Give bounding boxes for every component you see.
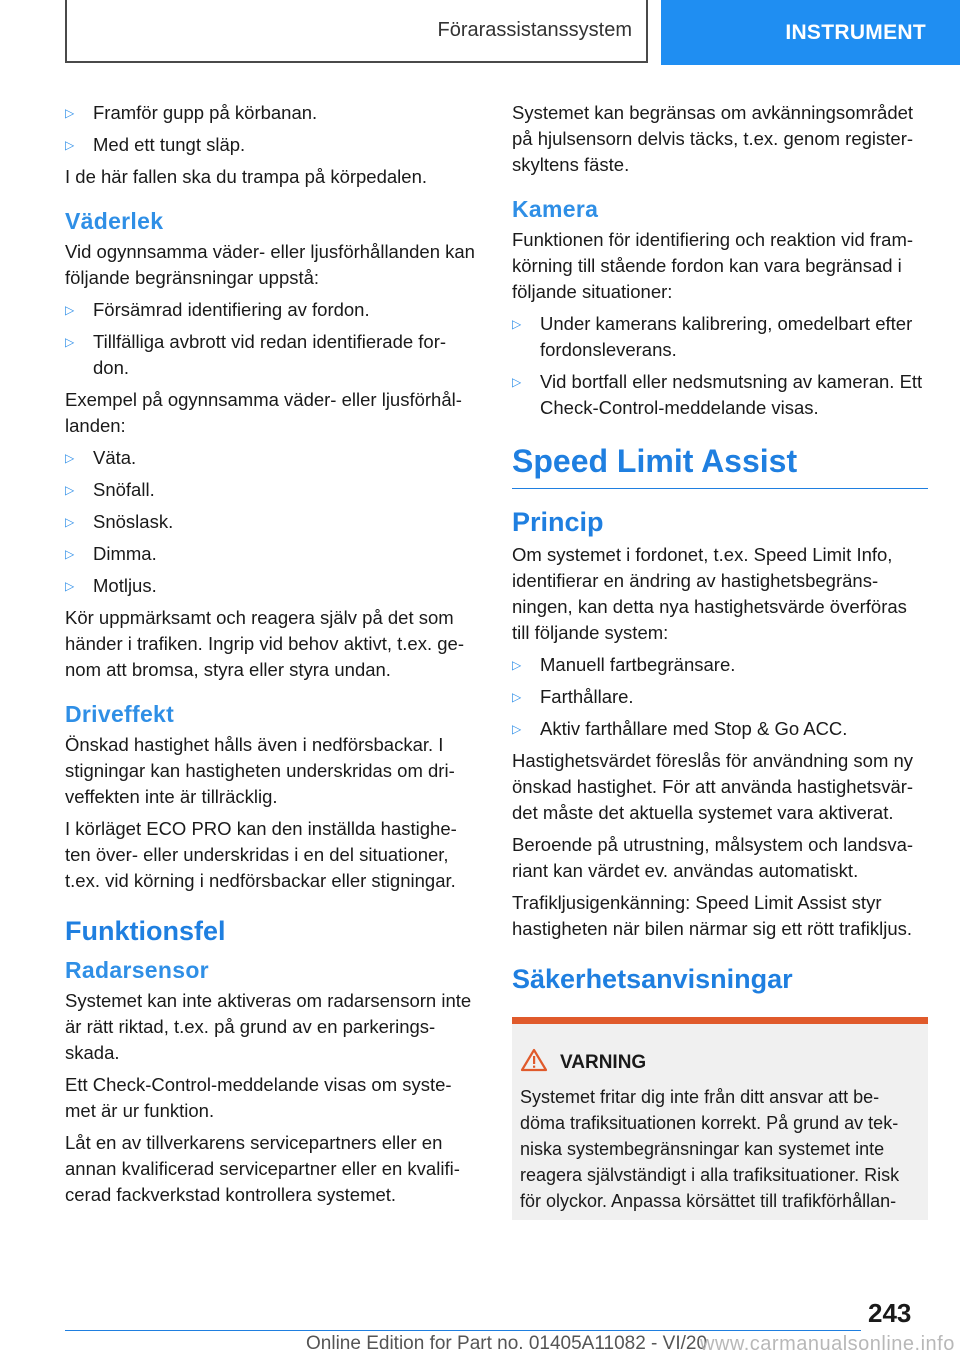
list-item: ▷ Farthållare. — [512, 684, 928, 710]
header-chapter-tab[interactable] — [661, 0, 960, 65]
list-item: ▷ Tillfälliga avbrott vid redan identifierade for-don. — [65, 329, 477, 381]
paragraph: Beroende på utrustning, målsystem och landsva-riant kan värdet ev. användas automatiskt. — [512, 834, 914, 881]
paragraph: Om systemet i fordonet, t.ex. Speed Limit Info, identifierar en ändring av hastighetsbegräns-ningen, kan detta nya hastighetsvärde överföras till följande system: — [512, 544, 907, 643]
paragraph: Systemet kan begränsas om avkänningsområdet på hjulsensorn delvis täcks, t.ex. genom register-skyltens fäste. — [512, 102, 914, 175]
footer-divider — [65, 1330, 861, 1331]
warning-label: VARNING — [560, 1052, 647, 1073]
section-heading: Princip — [512, 507, 604, 537]
paragraph: Kör uppmärksamt och reagera själv på det som händer i trafiken. Ingrip vid behov aktivt, t.ex. ge-nom att bromsa, styra eller styra undan. — [65, 607, 464, 680]
paragraph: Hastighetsvärdet föreslås för användning som ny önskad hastighet. För att använda hastighetsvär-det måste det aktuella systemet vara aktiverat. — [512, 750, 914, 823]
warning-box — [512, 1017, 928, 1220]
warning-title — [520, 1048, 920, 1078]
chapter-title: Speed Limit Assist — [512, 443, 928, 489]
list-item: ▷ Framför gupp på körbanan. — [65, 100, 477, 126]
triangle-bullet-icon: ▷ — [512, 690, 522, 704]
triangle-bullet-icon: ▷ — [65, 515, 75, 529]
list-item: ▷ Försämrad identifiering av fordon. — [65, 297, 477, 323]
footer-edition: Online Edition for Part no. 01405A11082 - VI/20 — [306, 1333, 708, 1354]
section-heading: Driveffekt — [65, 701, 175, 727]
section-heading: Funktionsfel — [65, 916, 226, 946]
warning-text: Systemet fritar dig inte från ditt ansvar att be-döma trafiksituationen korrekt. På grund av tek-niska systembegränsningar kan systemet inte reagera självständigt i alla trafiksituationer. Risk för olyckor. Anpassa körsättet till trafikförhållan- — [520, 1087, 900, 1211]
header-section-title: Förarassistanssystem — [437, 19, 632, 41]
triangle-bullet-icon: ▷ — [65, 138, 75, 152]
triangle-bullet-icon: ▷ — [65, 335, 75, 349]
section-heading: Väderlek — [65, 208, 164, 234]
section-heading: Kamera — [512, 196, 599, 222]
warning-triangle-icon — [520, 1048, 560, 1078]
paragraph: I de här fallen ska du trampa på körpedalen. — [65, 166, 428, 187]
triangle-bullet-icon: ▷ — [512, 375, 522, 389]
list-item: ▷ Väta. — [65, 445, 477, 471]
triangle-bullet-icon: ▷ — [65, 106, 75, 120]
list-item: ▷ Snöfall. — [65, 477, 477, 503]
list-item: ▷ Med ett tungt släp. — [65, 132, 477, 158]
list-item: ▷ Under kamerans kalibrering, omedelbart efter fordonsleverans. — [512, 311, 928, 363]
list-item: ▷ Snöslask. — [65, 509, 477, 535]
paragraph: I körläget ECO PRO kan den inställda hastighe-ten över- eller underskridas i en del situationer, t.ex. vid körning i nedförsbackar eller stigningar. — [65, 818, 457, 891]
triangle-bullet-icon: ▷ — [65, 451, 75, 465]
paragraph: Vid ogynnsamma väder- eller ljusförhållanden kan följande begränsningar uppstå: — [65, 241, 475, 288]
triangle-bullet-icon: ▷ — [65, 579, 75, 593]
section-heading: Säkerhetsanvisningar — [512, 964, 793, 994]
list-item: ▷ Motljus. — [65, 573, 477, 599]
paragraph: Önskad hastighet hålls även i nedförsbackar. I stigningar kan hastigheten underskridas om dri-veffekten inte är tillräcklig. — [65, 734, 455, 807]
triangle-bullet-icon: ▷ — [512, 722, 522, 736]
section-heading: Radarsensor — [65, 957, 209, 983]
triangle-bullet-icon: ▷ — [65, 483, 75, 497]
right-column — [512, 100, 928, 1220]
paragraph: Systemet kan inte aktiveras om radarsensorn inte är rätt riktad, t.ex. på grund av en parkerings-skada. — [65, 990, 472, 1063]
list-item: ▷ Manuell fartbegränsare. — [512, 652, 928, 678]
page-number: 243 — [868, 1298, 912, 1328]
paragraph: Låt en av tillverkarens servicepartners eller en annan kvalificerad servicepartner eller en kvalifi-cerad fackverkstad kontrollera systemet. — [65, 1132, 460, 1205]
header-section — [65, 0, 648, 63]
paragraph: Exempel på ogynnsamma väder- eller ljusförhål-landen: — [65, 389, 462, 436]
triangle-bullet-icon: ▷ — [512, 658, 522, 672]
paragraph: Ett Check-Control-meddelande visas om syste-met är ur funktion. — [65, 1074, 452, 1121]
triangle-bullet-icon: ▷ — [65, 547, 75, 561]
left-column — [65, 100, 477, 1214]
header-chapter-title: INSTRUMENT — [785, 20, 926, 44]
list-item: ▷ Aktiv farthållare med Stop & Go ACC. — [512, 716, 928, 742]
list-item: ▷ Dimma. — [65, 541, 477, 567]
watermark: www.carmanualsonline.info — [700, 1333, 955, 1355]
triangle-bullet-icon: ▷ — [512, 317, 522, 331]
paragraph: Funktionen för identifiering och reaktion vid fram-körning till stående fordon kan vara begränsad i följande situationer: — [512, 229, 914, 302]
list-item: ▷ Vid bortfall eller nedsmutsning av kameran. Ett Check-Control-meddelande visas. — [512, 369, 928, 421]
paragraph: Trafikljusigenkänning: Speed Limit Assist styr hastigheten när bilen närmar sig ett rött trafikljus. — [512, 892, 912, 939]
triangle-bullet-icon: ▷ — [65, 303, 75, 317]
